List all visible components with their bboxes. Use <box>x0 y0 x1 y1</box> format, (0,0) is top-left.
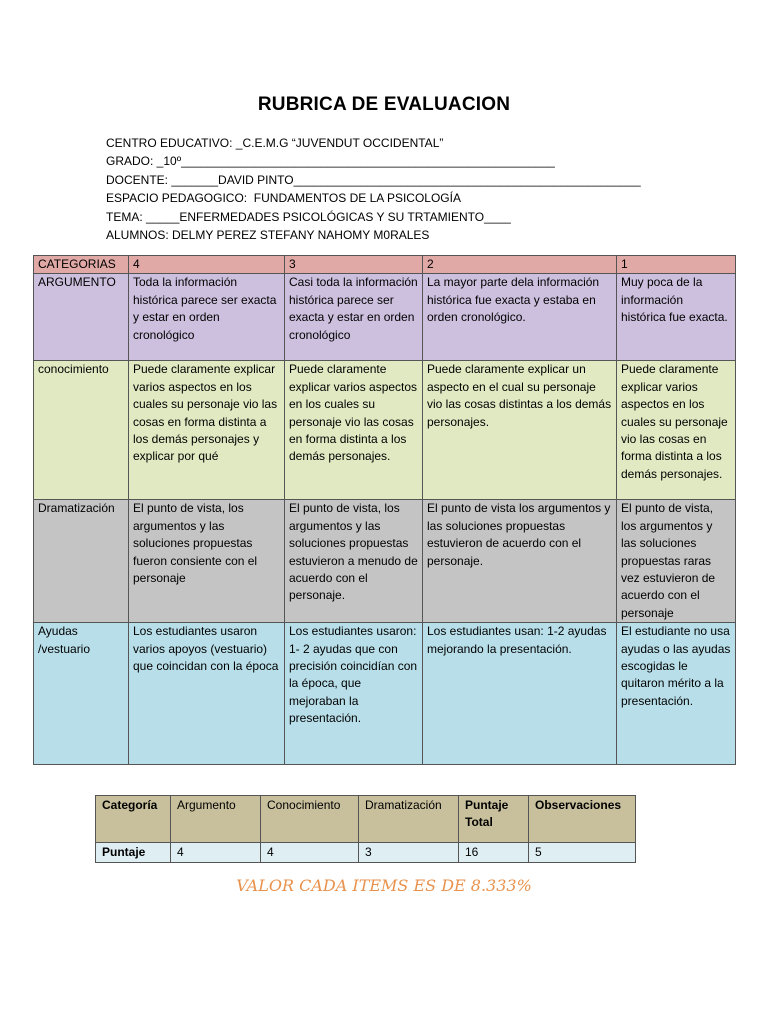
scores-cell: 3 <box>359 843 459 863</box>
scores-header-row <box>96 796 636 843</box>
scores-cell: Puntaje <box>96 843 171 863</box>
rubric-row-dramatizacion <box>34 500 736 623</box>
rubric-cell: El punto de vista, los argumentos y las soluciones propuestas raras vez estuvieron de acuerdo con el personaje <box>617 500 736 623</box>
rubric-row-conocimiento <box>34 361 736 500</box>
rubric-header-cell: 3 <box>285 256 423 274</box>
rubric-cell: El punto de vista, los argumentos y las soluciones propuestas fueron consiente con el personaje <box>129 500 285 623</box>
rubric-cell: Puede claramente explicar varios aspectos en los cuales su personaje vio las cosas en forma distinta a los demás personajes. <box>285 361 423 500</box>
rubric-cell: Los estudiantes usaron: 1- 2 ayudas que con precisión coincidían con la época, que mejoraban la presentación. <box>285 623 423 765</box>
scores-cell: 5 <box>529 843 636 863</box>
scores-cell: 16 <box>459 843 529 863</box>
scores-header-cell: Argumento <box>171 796 261 843</box>
header-docente: DOCENTE: _______DAVID PINTO____________________________________________________ <box>106 172 641 187</box>
rubric-cell: Muy poca de la información histórica fue exacta. <box>617 274 736 361</box>
rubric-cell: Puede claramente explicar varios aspectos en los cuales su personaje vio las cosas en forma distinta a los demás personajes y explicar por qué <box>129 361 285 500</box>
rubric-header-cell: 1 <box>617 256 736 274</box>
rubric-cell: Los estudiantes usan: 1-2 ayudas mejorando la presentación. <box>423 623 617 765</box>
rubric-cell: Puede claramente explicar varios aspectos en los cuales su personaje vio las cosas en forma distinta a los demás personajes. <box>617 361 736 500</box>
scores-table <box>95 795 636 863</box>
rubric-cell: Dramatización <box>34 500 129 623</box>
scores-header-cell: Puntaje Total <box>459 796 529 843</box>
rubric-cell: ARGUMENTO <box>34 274 129 361</box>
rubric-cell: Los estudiantes usaron varios apoyos (vestuario) que coincidan con la época <box>129 623 285 765</box>
rubric-cell: conocimiento <box>34 361 129 500</box>
header-alumnos: ALUMNOS: DELMY PEREZ STEFANY NAHOMY M0RALES <box>106 228 430 243</box>
rubric-cell: Toda la información histórica parece ser exacta y estar en orden cronológico <box>129 274 285 361</box>
document-header <box>106 134 641 244</box>
rubric-header-cell: 2 <box>423 256 617 274</box>
rubric-cell: El punto de vista, los argumentos y las soluciones propuestas estuvieron a menudo de acuerdo con el personaje. <box>285 500 423 623</box>
rubric-cell: Ayudas /vestuario <box>34 623 129 765</box>
page-title: RUBRICA DE EVALUACION <box>257 94 511 115</box>
header-espacio-pedagogico: ESPACIO PEDAGOGICO: FUNDAMENTOS DE LA PSICOLOGÍA <box>106 191 461 206</box>
scores-header-cell: Dramatización <box>359 796 459 843</box>
rubric-table <box>33 255 736 765</box>
rubric-header-row <box>34 256 736 274</box>
rubric-cell: Puede claramente explicar un aspecto en el cual su personaje vio las cosas distintas a los demás personajes. <box>423 361 617 500</box>
scores-row <box>96 843 636 863</box>
rubric-header-cell: 4 <box>129 256 285 274</box>
rubric-row-ayudas <box>34 623 736 765</box>
rubric-cell: El punto de vista los argumentos y las soluciones propuestas estuvieron de acuerdo con el personaje. <box>423 500 617 623</box>
rubric-row-argumento <box>34 274 736 361</box>
scores-cell: 4 <box>171 843 261 863</box>
scores-header-cell: Observaciones <box>529 796 636 843</box>
header-grado: GRADO: _10º________________________________________________________ <box>106 154 555 169</box>
scores-header-cell: Categoría <box>96 796 171 843</box>
rubric-cell: El estudiante no usa ayudas o las ayudas escogidas le quitaron mérito a la presentación. <box>617 623 736 765</box>
rubric-cell: Casi toda la información histórica parece ser exacta y estar en orden cronológico <box>285 274 423 361</box>
header-tema: TEMA: _____ENFERMEDADES PSICOLÓGICAS Y SU TRTAMIENTO____ <box>106 209 511 224</box>
rubric-header-cell: CATEGORIAS <box>34 256 129 274</box>
scores-header-cell: Conocimiento <box>261 796 359 843</box>
rubric-cell: La mayor parte dela información histórica fue exacta y estaba en orden cronológico. <box>423 274 617 361</box>
header-centro-educativo: CENTRO EDUCATIVO: _C.E.M.G “JUVENDUT OCCIDENTAL” <box>106 136 444 150</box>
value-note: VALOR CADA ITEMS ES DE 8.333% <box>236 876 532 895</box>
scores-cell: 4 <box>261 843 359 863</box>
